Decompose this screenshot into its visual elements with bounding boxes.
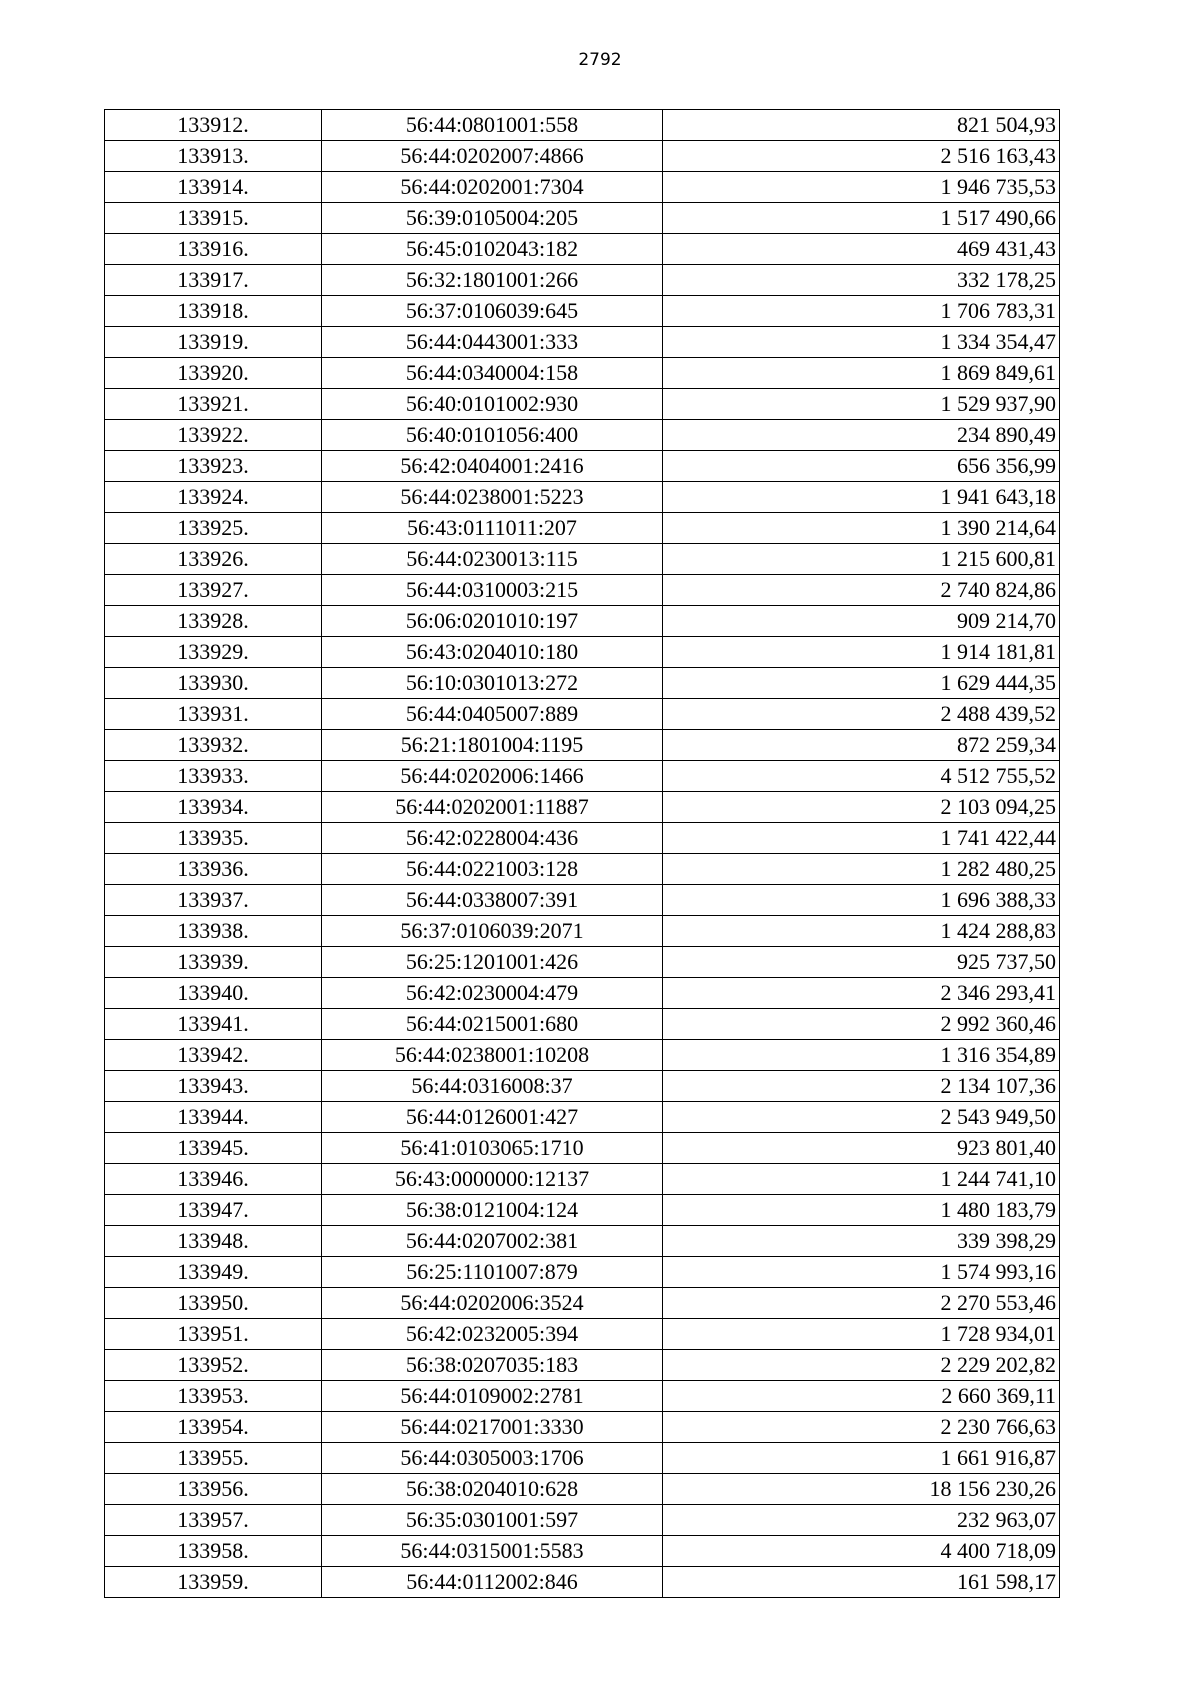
table-row bbox=[105, 141, 1060, 172]
table-row bbox=[105, 1102, 1060, 1133]
cadastral-value-cell: 2 488 439,52 bbox=[663, 699, 1060, 730]
row-number-cell: 133922. bbox=[105, 420, 322, 451]
cadastral-number-cell: 56:44:0202006:1466 bbox=[322, 761, 663, 792]
row-number-cell: 133957. bbox=[105, 1505, 322, 1536]
cadastral-value-cell: 2 230 766,63 bbox=[663, 1412, 1060, 1443]
cadastral-value-cell: 2 660 369,11 bbox=[663, 1381, 1060, 1412]
cadastral-number-cell: 56:38:0207035:183 bbox=[322, 1350, 663, 1381]
row-number-cell: 133914. bbox=[105, 172, 322, 203]
cadastral-number-cell: 56:35:0301001:597 bbox=[322, 1505, 663, 1536]
row-number-cell: 133917. bbox=[105, 265, 322, 296]
cadastral-number-cell: 56:37:0106039:2071 bbox=[322, 916, 663, 947]
table-row bbox=[105, 420, 1060, 451]
table-row bbox=[105, 575, 1060, 606]
cadastral-number-cell: 56:21:1801004:1195 bbox=[322, 730, 663, 761]
cadastral-number-cell: 56:43:0000000:12137 bbox=[322, 1164, 663, 1195]
table-row bbox=[105, 1567, 1060, 1598]
table-row bbox=[105, 1536, 1060, 1567]
row-number-cell: 133933. bbox=[105, 761, 322, 792]
cadastral-number-cell: 56:44:0230013:115 bbox=[322, 544, 663, 575]
table-row bbox=[105, 203, 1060, 234]
cadastral-value-cell: 909 214,70 bbox=[663, 606, 1060, 637]
table-row bbox=[105, 730, 1060, 761]
table-row bbox=[105, 792, 1060, 823]
cadastral-value-cell: 1 244 741,10 bbox=[663, 1164, 1060, 1195]
cadastral-number-cell: 56:40:0101002:930 bbox=[322, 389, 663, 420]
table-row bbox=[105, 1381, 1060, 1412]
cadastral-value-cell: 2 103 094,25 bbox=[663, 792, 1060, 823]
cadastral-number-cell: 56:44:0202001:7304 bbox=[322, 172, 663, 203]
cadastral-value-cell: 925 737,50 bbox=[663, 947, 1060, 978]
row-number-cell: 133950. bbox=[105, 1288, 322, 1319]
cadastral-value-cell: 1 480 183,79 bbox=[663, 1195, 1060, 1226]
row-number-cell: 133939. bbox=[105, 947, 322, 978]
cadastral-value-cell: 1 424 288,83 bbox=[663, 916, 1060, 947]
table-row bbox=[105, 1288, 1060, 1319]
row-number-cell: 133934. bbox=[105, 792, 322, 823]
cadastral-value-cell: 2 229 202,82 bbox=[663, 1350, 1060, 1381]
row-number-cell: 133946. bbox=[105, 1164, 322, 1195]
cadastral-number-cell: 56:44:0801001:558 bbox=[322, 110, 663, 141]
cadastral-number-cell: 56:39:0105004:205 bbox=[322, 203, 663, 234]
row-number-cell: 133919. bbox=[105, 327, 322, 358]
table-row bbox=[105, 854, 1060, 885]
table-body bbox=[105, 110, 1060, 1598]
table-row bbox=[105, 110, 1060, 141]
cadastral-number-cell: 56:10:0301013:272 bbox=[322, 668, 663, 699]
row-number-cell: 133923. bbox=[105, 451, 322, 482]
row-number-cell: 133940. bbox=[105, 978, 322, 1009]
table-row bbox=[105, 1164, 1060, 1195]
cadastral-value-cell: 1 941 643,18 bbox=[663, 482, 1060, 513]
cadastral-value-cell: 2 740 824,86 bbox=[663, 575, 1060, 606]
cadastral-value-cell: 1 661 916,87 bbox=[663, 1443, 1060, 1474]
row-number-cell: 133944. bbox=[105, 1102, 322, 1133]
cadastral-number-cell: 56:44:0202007:4866 bbox=[322, 141, 663, 172]
row-number-cell: 133948. bbox=[105, 1226, 322, 1257]
table-row bbox=[105, 1474, 1060, 1505]
table-row bbox=[105, 296, 1060, 327]
row-number-cell: 133958. bbox=[105, 1536, 322, 1567]
row-number-cell: 133955. bbox=[105, 1443, 322, 1474]
cadastral-number-cell: 56:25:1201001:426 bbox=[322, 947, 663, 978]
row-number-cell: 133952. bbox=[105, 1350, 322, 1381]
row-number-cell: 133947. bbox=[105, 1195, 322, 1226]
cadastral-value-cell: 4 400 718,09 bbox=[663, 1536, 1060, 1567]
cadastral-value-cell: 1 529 937,90 bbox=[663, 389, 1060, 420]
row-number-cell: 133920. bbox=[105, 358, 322, 389]
table-row bbox=[105, 1071, 1060, 1102]
cadastral-value-cell: 2 134 107,36 bbox=[663, 1071, 1060, 1102]
table-row bbox=[105, 761, 1060, 792]
cadastral-number-cell: 56:42:0230004:479 bbox=[322, 978, 663, 1009]
cadastral-number-cell: 56:41:0103065:1710 bbox=[322, 1133, 663, 1164]
table-row bbox=[105, 234, 1060, 265]
table-row bbox=[105, 1505, 1060, 1536]
cadastral-number-cell: 56:44:0207002:381 bbox=[322, 1226, 663, 1257]
cadastral-number-cell: 56:44:0126001:427 bbox=[322, 1102, 663, 1133]
row-number-cell: 133943. bbox=[105, 1071, 322, 1102]
cadastral-value-cell: 1 696 388,33 bbox=[663, 885, 1060, 916]
cadastral-value-cell: 1 334 354,47 bbox=[663, 327, 1060, 358]
row-number-cell: 133959. bbox=[105, 1567, 322, 1598]
row-number-cell: 133954. bbox=[105, 1412, 322, 1443]
table-row bbox=[105, 544, 1060, 575]
cadastral-number-cell: 56:44:0202001:11887 bbox=[322, 792, 663, 823]
cadastral-number-cell: 56:44:0238001:10208 bbox=[322, 1040, 663, 1071]
table-row bbox=[105, 265, 1060, 296]
cadastral-value-cell: 2 270 553,46 bbox=[663, 1288, 1060, 1319]
table-row bbox=[105, 1133, 1060, 1164]
cadastral-value-cell: 1 574 993,16 bbox=[663, 1257, 1060, 1288]
cadastral-number-cell: 56:38:0204010:628 bbox=[322, 1474, 663, 1505]
row-number-cell: 133938. bbox=[105, 916, 322, 947]
cadastral-number-cell: 56:44:0217001:3330 bbox=[322, 1412, 663, 1443]
cadastral-value-cell: 4 512 755,52 bbox=[663, 761, 1060, 792]
cadastral-value-cell: 339 398,29 bbox=[663, 1226, 1060, 1257]
row-number-cell: 133930. bbox=[105, 668, 322, 699]
row-number-cell: 133941. bbox=[105, 1009, 322, 1040]
table-row bbox=[105, 916, 1060, 947]
cadastral-value-cell: 18 156 230,26 bbox=[663, 1474, 1060, 1505]
cadastral-number-cell: 56:44:0316008:37 bbox=[322, 1071, 663, 1102]
cadastral-number-cell: 56:44:0340004:158 bbox=[322, 358, 663, 389]
row-number-cell: 133927. bbox=[105, 575, 322, 606]
table-row bbox=[105, 885, 1060, 916]
cadastral-value-table bbox=[104, 109, 1060, 1598]
cadastral-value-cell: 1 741 422,44 bbox=[663, 823, 1060, 854]
cadastral-number-cell: 56:06:0201010:197 bbox=[322, 606, 663, 637]
cadastral-value-cell: 1 390 214,64 bbox=[663, 513, 1060, 544]
table-row bbox=[105, 947, 1060, 978]
cadastral-number-cell: 56:40:0101056:400 bbox=[322, 420, 663, 451]
cadastral-number-cell: 56:42:0228004:436 bbox=[322, 823, 663, 854]
cadastral-number-cell: 56:44:0338007:391 bbox=[322, 885, 663, 916]
table-row bbox=[105, 1319, 1060, 1350]
cadastral-number-cell: 56:42:0404001:2416 bbox=[322, 451, 663, 482]
row-number-cell: 133945. bbox=[105, 1133, 322, 1164]
table-row bbox=[105, 358, 1060, 389]
cadastral-value-cell: 1 316 354,89 bbox=[663, 1040, 1060, 1071]
row-number-cell: 133924. bbox=[105, 482, 322, 513]
table-row bbox=[105, 482, 1060, 513]
cadastral-value-cell: 1 914 181,81 bbox=[663, 637, 1060, 668]
table-row bbox=[105, 513, 1060, 544]
cadastral-number-cell: 56:25:1101007:879 bbox=[322, 1257, 663, 1288]
table-row bbox=[105, 978, 1060, 1009]
table-row bbox=[105, 1412, 1060, 1443]
table-row bbox=[105, 1350, 1060, 1381]
row-number-cell: 133956. bbox=[105, 1474, 322, 1505]
table-row bbox=[105, 637, 1060, 668]
cadastral-value-cell: 1 282 480,25 bbox=[663, 854, 1060, 885]
cadastral-value-cell: 332 178,25 bbox=[663, 265, 1060, 296]
cadastral-number-cell: 56:43:0204010:180 bbox=[322, 637, 663, 668]
table-row bbox=[105, 606, 1060, 637]
row-number-cell: 133949. bbox=[105, 1257, 322, 1288]
row-number-cell: 133931. bbox=[105, 699, 322, 730]
row-number-cell: 133926. bbox=[105, 544, 322, 575]
cadastral-value-cell: 2 346 293,41 bbox=[663, 978, 1060, 1009]
cadastral-value-cell: 469 431,43 bbox=[663, 234, 1060, 265]
cadastral-number-cell: 56:32:1801001:266 bbox=[322, 265, 663, 296]
table-row bbox=[105, 1443, 1060, 1474]
cadastral-value-cell: 2 543 949,50 bbox=[663, 1102, 1060, 1133]
cadastral-value-cell: 1 517 490,66 bbox=[663, 203, 1060, 234]
table-row bbox=[105, 668, 1060, 699]
cadastral-value-cell: 923 801,40 bbox=[663, 1133, 1060, 1164]
cadastral-value-cell: 2 516 163,43 bbox=[663, 141, 1060, 172]
cadastral-value-cell: 232 963,07 bbox=[663, 1505, 1060, 1536]
cadastral-value-cell: 1 728 934,01 bbox=[663, 1319, 1060, 1350]
row-number-cell: 133951. bbox=[105, 1319, 322, 1350]
table-row bbox=[105, 1195, 1060, 1226]
cadastral-value-cell: 656 356,99 bbox=[663, 451, 1060, 482]
row-number-cell: 133915. bbox=[105, 203, 322, 234]
row-number-cell: 133928. bbox=[105, 606, 322, 637]
row-number-cell: 133929. bbox=[105, 637, 322, 668]
table-row bbox=[105, 451, 1060, 482]
row-number-cell: 133921. bbox=[105, 389, 322, 420]
cadastral-value-cell: 872 259,34 bbox=[663, 730, 1060, 761]
cadastral-value-cell: 821 504,93 bbox=[663, 110, 1060, 141]
row-number-cell: 133953. bbox=[105, 1381, 322, 1412]
cadastral-number-cell: 56:38:0121004:124 bbox=[322, 1195, 663, 1226]
cadastral-number-cell: 56:42:0232005:394 bbox=[322, 1319, 663, 1350]
table-row bbox=[105, 1257, 1060, 1288]
cadastral-number-cell: 56:44:0202006:3524 bbox=[322, 1288, 663, 1319]
row-number-cell: 133942. bbox=[105, 1040, 322, 1071]
cadastral-number-cell: 56:44:0443001:333 bbox=[322, 327, 663, 358]
table-row bbox=[105, 823, 1060, 854]
cadastral-number-cell: 56:45:0102043:182 bbox=[322, 234, 663, 265]
cadastral-value-cell: 1 706 783,31 bbox=[663, 296, 1060, 327]
cadastral-number-cell: 56:44:0109002:2781 bbox=[322, 1381, 663, 1412]
cadastral-number-cell: 56:44:0310003:215 bbox=[322, 575, 663, 606]
cadastral-number-cell: 56:43:0111011:207 bbox=[322, 513, 663, 544]
cadastral-value-cell: 234 890,49 bbox=[663, 420, 1060, 451]
row-number-cell: 133916. bbox=[105, 234, 322, 265]
cadastral-number-cell: 56:44:0112002:846 bbox=[322, 1567, 663, 1598]
cadastral-number-cell: 56:44:0305003:1706 bbox=[322, 1443, 663, 1474]
cadastral-value-cell: 1 629 444,35 bbox=[663, 668, 1060, 699]
table-row bbox=[105, 1009, 1060, 1040]
row-number-cell: 133918. bbox=[105, 296, 322, 327]
cadastral-number-cell: 56:44:0215001:680 bbox=[322, 1009, 663, 1040]
cadastral-value-cell: 1 946 735,53 bbox=[663, 172, 1060, 203]
cadastral-value-cell: 2 992 360,46 bbox=[663, 1009, 1060, 1040]
table-row bbox=[105, 1040, 1060, 1071]
cadastral-number-cell: 56:44:0405007:889 bbox=[322, 699, 663, 730]
row-number-cell: 133932. bbox=[105, 730, 322, 761]
row-number-cell: 133925. bbox=[105, 513, 322, 544]
row-number-cell: 133936. bbox=[105, 854, 322, 885]
page-number: 2792 bbox=[578, 50, 622, 70]
row-number-cell: 133937. bbox=[105, 885, 322, 916]
cadastral-value-cell: 161 598,17 bbox=[663, 1567, 1060, 1598]
table-row bbox=[105, 327, 1060, 358]
table-row bbox=[105, 389, 1060, 420]
cadastral-number-cell: 56:44:0315001:5583 bbox=[322, 1536, 663, 1567]
cadastral-number-cell: 56:44:0221003:128 bbox=[322, 854, 663, 885]
row-number-cell: 133912. bbox=[105, 110, 322, 141]
cadastral-number-cell: 56:37:0106039:645 bbox=[322, 296, 663, 327]
row-number-cell: 133913. bbox=[105, 141, 322, 172]
cadastral-value-cell: 1 869 849,61 bbox=[663, 358, 1060, 389]
cadastral-value-cell: 1 215 600,81 bbox=[663, 544, 1060, 575]
table-row bbox=[105, 699, 1060, 730]
table-row bbox=[105, 172, 1060, 203]
table-row bbox=[105, 1226, 1060, 1257]
row-number-cell: 133935. bbox=[105, 823, 322, 854]
cadastral-number-cell: 56:44:0238001:5223 bbox=[322, 482, 663, 513]
